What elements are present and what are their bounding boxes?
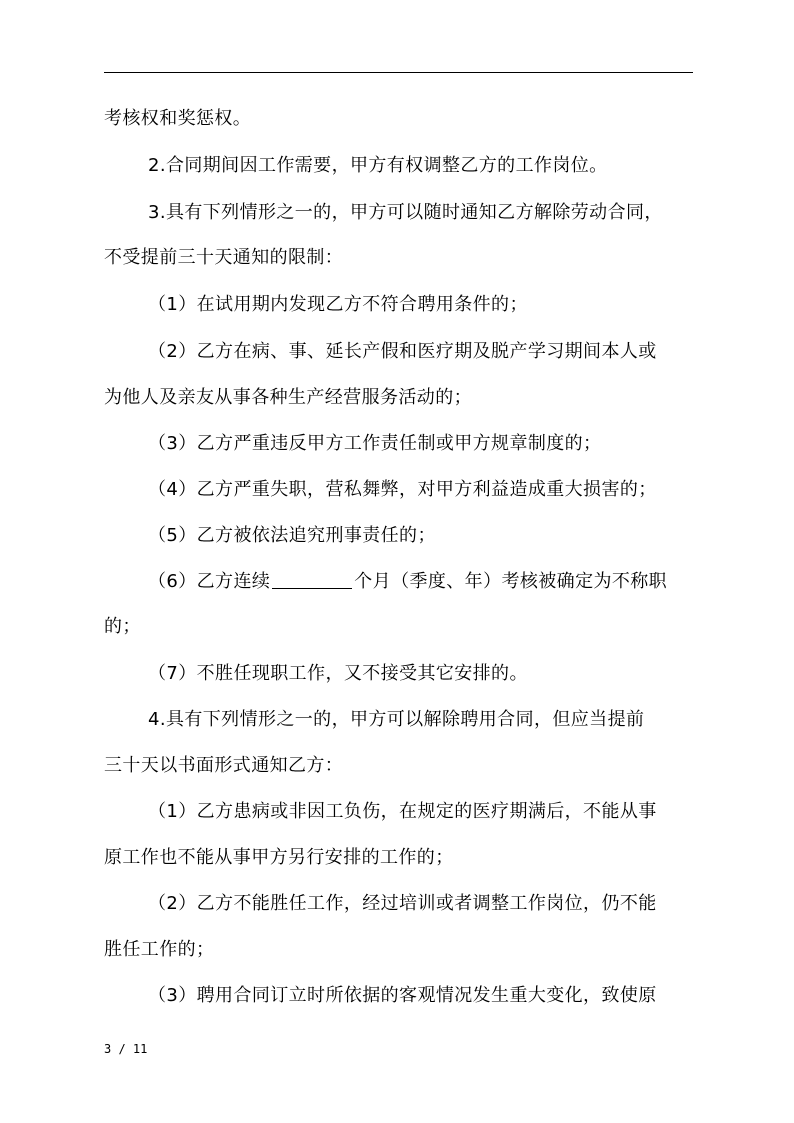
- text-line: （5）乙方被依法追究刑事责任的；: [148, 525, 436, 546]
- fill-in-blank[interactable]: [272, 570, 352, 589]
- text-line: （2）乙方在病、事、延长产假和医疗期及脱产学习期间本人或: [148, 341, 657, 362]
- header-rule: [104, 72, 693, 73]
- text-segment: （6）乙方连续: [148, 571, 271, 592]
- text-line: 考核权和奖惩权。: [104, 108, 252, 129]
- text-line: （1）乙方患病或非因工负伤，在规定的医疗期满后，不能从事: [148, 801, 657, 822]
- text-line: （3）聘用合同订立时所依据的客观情况发生重大变化，致使原: [148, 985, 657, 1006]
- text-line: 原工作也不能从事甲方另行安排的工作的；: [104, 847, 454, 868]
- text-line: 胜任工作的；: [104, 939, 215, 960]
- text-line: 为他人及亲友从事各种生产经营服务活动的；: [104, 387, 472, 408]
- text-line: 的；: [104, 616, 141, 637]
- text-line: 3.具有下列情形之一的，甲方可以随时通知乙方解除劳动合同，: [148, 202, 663, 223]
- text-line: （1）在试用期内发现乙方不符合聘用条件的；: [148, 294, 528, 315]
- text-line: （4）乙方严重失职，营私舞弊，对甲方利益造成重大损害的；: [148, 479, 657, 500]
- text-line: 4.具有下列情形之一的，甲方可以解除聘用合同，但应当提前: [148, 709, 645, 730]
- text-line: （2）乙方不能胜任工作，经过培训或者调整工作岗位，仍不能: [148, 893, 657, 914]
- text-line-with-blank: [104, 569, 738, 595]
- text-segment: 个月（季度、年）考核被确定为不称职: [354, 571, 668, 592]
- text-line: 三十天以书面形式通知乙方：: [104, 755, 344, 776]
- text-line: 不受提前三十天通知的限制：: [104, 247, 344, 268]
- text-line: （3）乙方严重违反甲方工作责任制或甲方规章制度的；: [148, 433, 602, 454]
- text-line: （7）不胜任现职工作，又不接受其它安排的。: [148, 663, 528, 684]
- page-number: 3 / 11: [104, 1042, 148, 1056]
- text-line: 2.合同期间因工作需要，甲方有权调整乙方的工作岗位。: [148, 155, 608, 176]
